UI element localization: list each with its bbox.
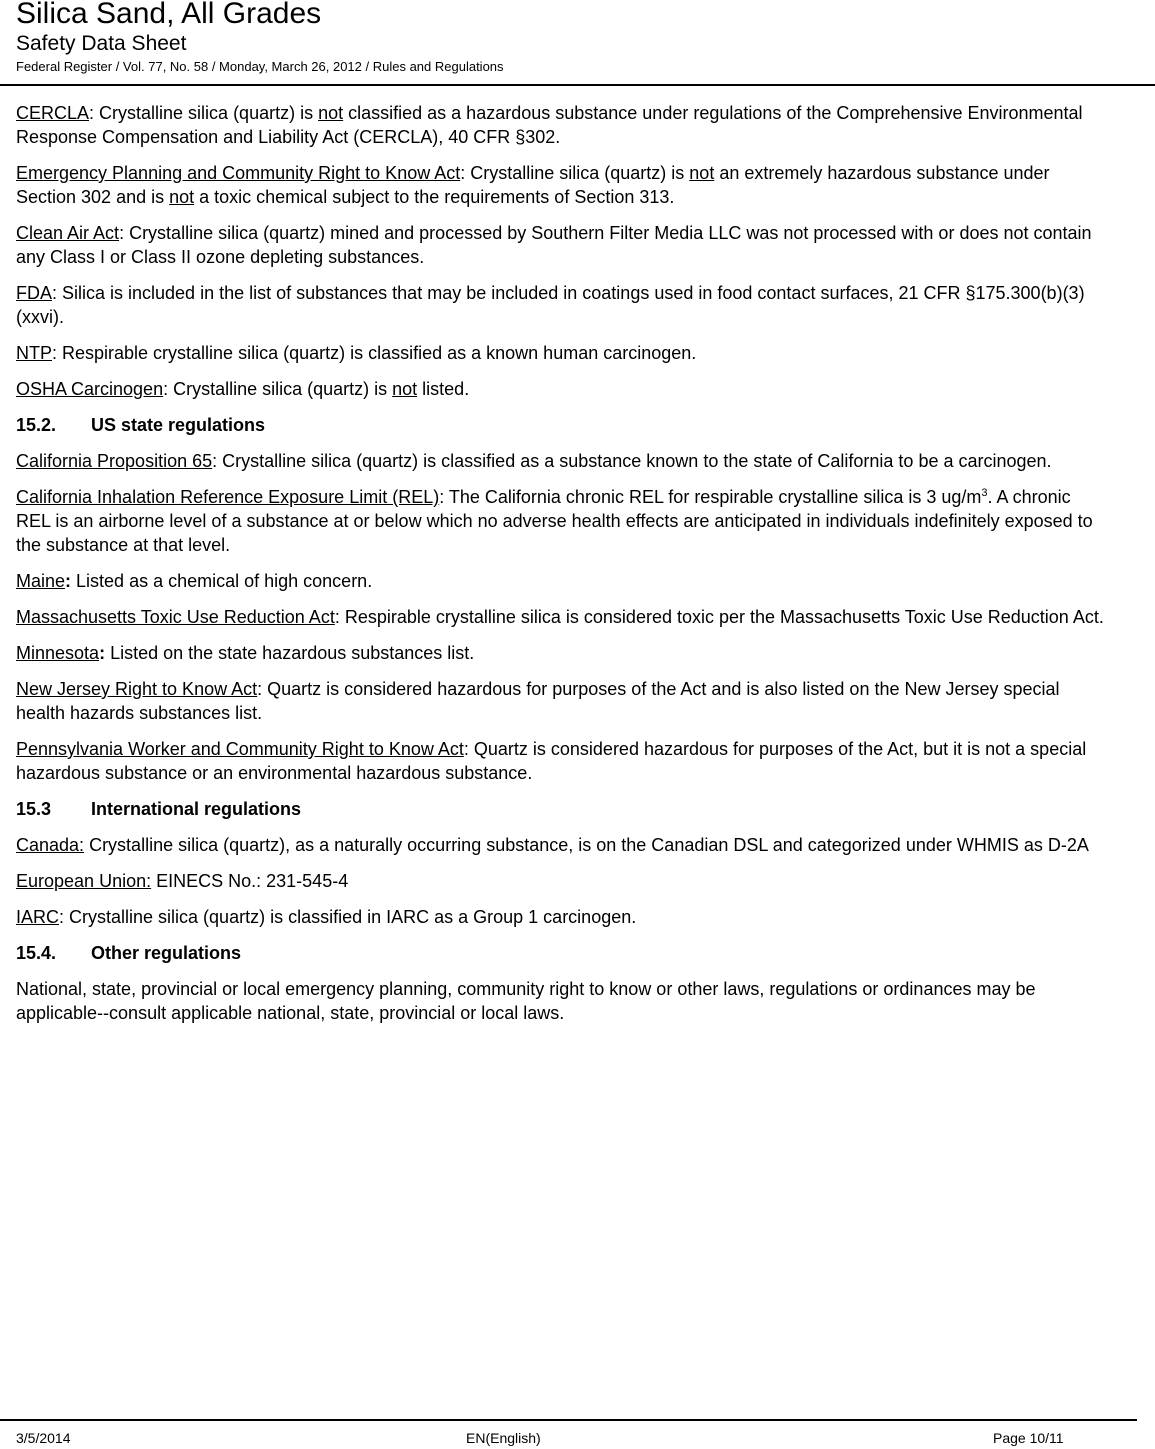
page-header bbox=[16, 0, 1136, 75]
footer-page-number: Page 10/11 bbox=[993, 1430, 1064, 1446]
cercla-term: CERCLA bbox=[16, 103, 90, 123]
massachusetts-paragraph: Massachusetts Toxic Use Reduction Act: Respirable crystalline silica is considered toxic per the Massachusetts Toxic Use Reduction Act. bbox=[16, 607, 1104, 627]
section-15-2-heading: 15.2. US state regulations bbox=[16, 415, 266, 435]
osha-paragraph: OSHA Carcinogen: Crystalline silica (quartz) is not listed. bbox=[16, 379, 470, 399]
minnesota-term: Minnesota bbox=[16, 643, 100, 663]
canada-term: Canada: bbox=[16, 835, 85, 855]
ntp-term: NTP bbox=[16, 343, 52, 363]
document-subtitle: Safety Data Sheet bbox=[16, 32, 187, 55]
osha-term: OSHA Carcinogen bbox=[16, 379, 164, 399]
maine-paragraph: Maine: Listed as a chemical of high concern. bbox=[16, 571, 373, 591]
cercla-paragraph: CERCLA: Crystalline silica (quartz) is not classified as a hazardous substance under regulations of the Comprehensive Environmental Response Compensation and Liability Act (CERCLA), 40 CFR §302. bbox=[16, 103, 1083, 147]
footer-divider bbox=[0, 1419, 1137, 1421]
section-15-4-heading: 15.4. Other regulations bbox=[16, 943, 242, 963]
maine-term: Maine bbox=[16, 571, 66, 591]
document-body bbox=[16, 101, 1106, 1037]
clean-air-act-paragraph: Clean Air Act: Crystalline silica (quartz) mined and processed by Southern Filter Media LLC was not processed with or does not contain any Class I or Class II ozone depleting substances. bbox=[16, 223, 1092, 267]
iarc-term: IARC bbox=[16, 907, 60, 927]
epcra-term: Emergency Planning and Community Right to Know Act bbox=[16, 163, 461, 183]
canada-paragraph: Canada: Crystalline silica (quartz), as a naturally occurring substance, is on the Canadian DSL and categorized under WHMIS as D-2A bbox=[16, 835, 1089, 855]
rel-paragraph: California Inhalation Reference Exposure Limit (REL): The California chronic REL for respirable crystalline silica is 3 $ug/m^3$. A chronic REL is an airborne level of a substance at or below which no adverse health effects are anticipated in individuals indefinitely exposed to the substance at that level. bbox=[16, 487, 1093, 555]
ntp-paragraph: NTP: Respirable crystalline silica (quartz) is classified as a known human carcinogen. bbox=[16, 343, 697, 363]
massachusetts-term: Massachusetts Toxic Use Reduction Act bbox=[16, 607, 335, 627]
footer-language: EN(English) bbox=[466, 1430, 541, 1446]
epcra-paragraph: Emergency Planning and Community Right to Know Act: Crystalline silica (quartz) is not an extremely hazardous substance under Section 302 and is not a toxic chemical subject to the requirements of Section 313. bbox=[16, 163, 1050, 207]
new-jersey-term: New Jersey Right to Know Act bbox=[16, 679, 258, 699]
section-15-3-heading: 15.3 International regulations bbox=[16, 799, 302, 819]
rel-term: California Inhalation Reference Exposure Limit (REL) bbox=[16, 487, 440, 507]
eu-term: European Union: bbox=[16, 871, 152, 891]
footer-date: 3/5/2014 bbox=[16, 1430, 71, 1446]
federal-register-line: Federal Register / Vol. 77, No. 58 / Monday, March 26, 2012 / Rules and Regulations bbox=[16, 59, 504, 74]
eu-paragraph: European Union: EINECS No.: 231-545-4 bbox=[16, 871, 349, 891]
new-jersey-paragraph: New Jersey Right to Know Act: Quartz is considered hazardous for purposes of the Act and is also listed on the New Jersey special health hazards substances list. bbox=[16, 679, 1060, 723]
document-title: Silica Sand, All Grades bbox=[16, 0, 322, 30]
pennsylvania-term: Pennsylvania Worker and Community Right to Know Act bbox=[16, 739, 464, 759]
fda-paragraph: FDA: Silica is included in the list of substances that may be included in coatings used in food contact surfaces, 21 CFR §175.300(b)(3)(xxvi). bbox=[16, 283, 1085, 327]
pennsylvania-paragraph: Pennsylvania Worker and Community Right to Know Act: Quartz is considered hazardous for purposes of the Act, but it is not a special hazardous substance or an environmental hazardous substance. bbox=[16, 739, 1087, 783]
prop65-term: California Proposition 65 bbox=[16, 451, 213, 471]
other-regulations-paragraph: National, state, provincial or local emergency planning, community right to know or other laws, regulations or ordinances may be applicable--consult applicable national, state, provincial or local laws. bbox=[16, 979, 1036, 1023]
prop65-paragraph: California Proposition 65: Crystalline silica (quartz) is classified as a substance known to the state of California to be a carcinogen. bbox=[16, 451, 1052, 471]
iarc-paragraph: IARC: Crystalline silica (quartz) is classified in IARC as a Group 1 carcinogen. bbox=[16, 907, 637, 927]
fda-term: FDA bbox=[16, 283, 52, 303]
minnesota-paragraph: Minnesota: Listed on the state hazardous substances list. bbox=[16, 643, 475, 663]
clean-air-act-term: Clean Air Act bbox=[16, 223, 120, 243]
header-divider bbox=[0, 84, 1155, 86]
